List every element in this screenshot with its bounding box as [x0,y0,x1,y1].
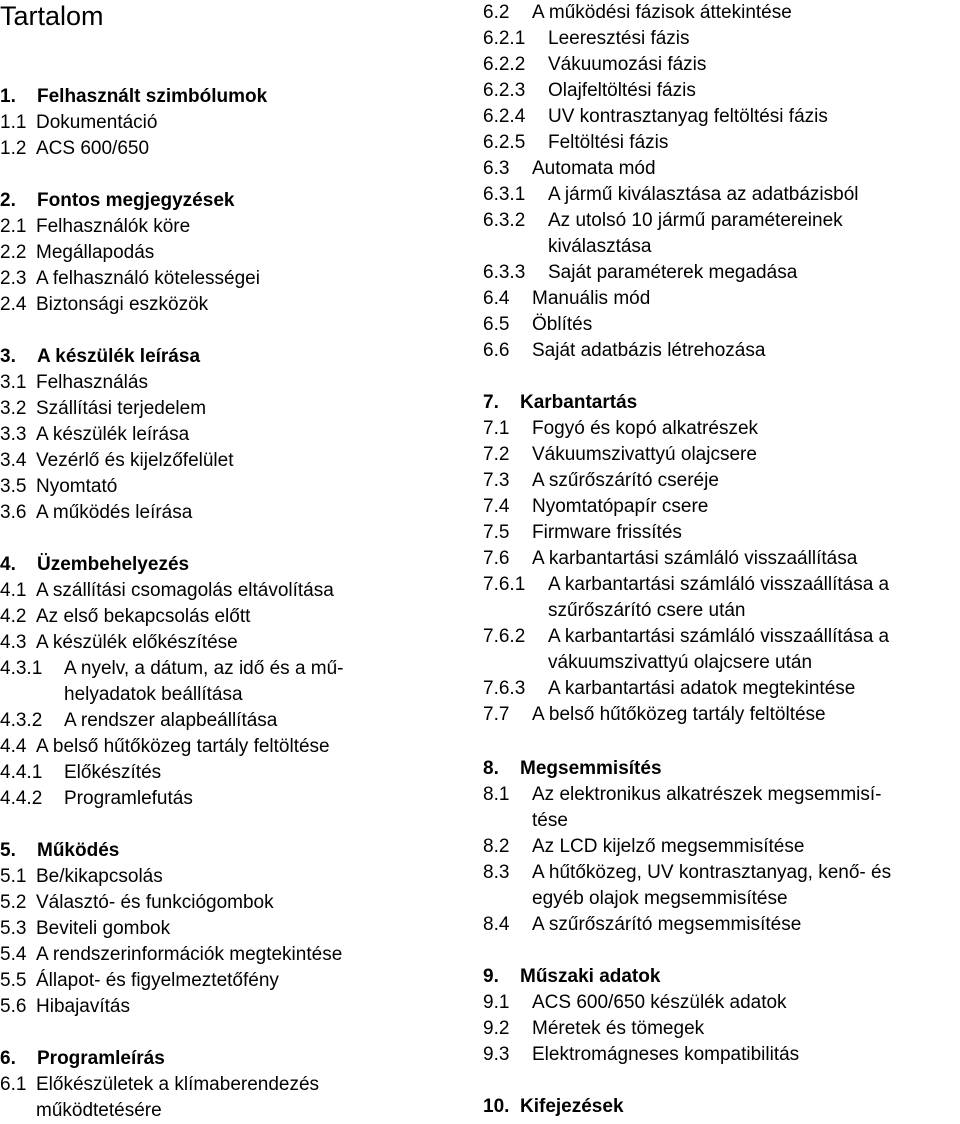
toc-entry-title: Megállapodás [36,242,155,263]
toc-entry[interactable] [483,286,650,312]
toc-entry[interactable] [483,26,690,52]
toc-entry[interactable] [483,208,843,234]
toc-entry[interactable] [483,494,708,520]
toc-entry-number: 3. [0,346,16,367]
toc-entry-number: 3.3 [0,424,27,445]
toc-entry[interactable] [0,1046,165,1072]
toc-entry[interactable] [0,110,157,136]
toc-entry-number: 2.3 [0,268,27,289]
toc-entry-number: 6.5 [483,314,510,335]
toc-entry[interactable] [483,782,882,808]
toc-entry[interactable] [483,756,662,782]
toc-entry[interactable] [0,786,193,812]
toc-entry-number: 7.6.1 [483,574,526,595]
toc-entry[interactable] [0,864,163,890]
toc-entry-number: 3.4 [0,450,27,471]
toc-entry[interactable] [483,676,855,702]
toc-entry[interactable] [0,188,234,214]
toc-entry-title: A rendszer alapbeállítása [64,710,278,731]
toc-entry[interactable] [0,968,279,994]
toc-entry-title: Fogyó és kopó alkatrészek [532,418,759,439]
toc-entry-title: Saját adatbázis létrehozása [532,340,766,361]
toc-entry-number: 1. [0,86,16,107]
toc-entry-title: Szállítási terjedelem [36,398,207,419]
toc-entry-title: A szűrőszárító cseréje [532,470,719,491]
toc-entry-number: 4.4.1 [0,762,43,783]
toc-entry-number: 6.2.5 [483,132,526,153]
toc-entry[interactable] [483,572,889,598]
toc-entry-title: Saját paraméterek megadása [548,262,798,283]
toc-entry-number: 1.1 [0,112,27,133]
toc-entry-title-continuation: tése [532,810,568,831]
toc-entry-number: 4.4 [0,736,27,757]
toc-entry[interactable] [0,916,170,942]
toc-entry-number: 7. [483,392,499,413]
toc-entry-title: Felhasználók köre [36,216,191,237]
toc-entry-number: 7.7 [483,704,510,725]
toc-entry-title-continuation: kiválasztása [548,236,652,257]
toc-entry-number: 2.2 [0,242,27,263]
toc-entry[interactable] [0,994,130,1020]
toc-entry-title: Nyomtató [36,476,118,497]
toc-entry[interactable] [0,942,342,968]
toc-entry-title-continuation: vákuumszivattyú olajcsere után [548,652,813,673]
toc-entry-title: Előkészítés [64,762,162,783]
toc-entry[interactable] [0,136,149,162]
toc-entry-title: Üzembehelyezés [37,554,190,575]
toc-entry-number: 8.4 [483,914,510,935]
toc-entry-title: A hűtőközeg, UV kontrasztanyag, kenő- és [532,862,892,883]
toc-entry-title: Leeresztési fázis [548,28,690,49]
toc-entry-title: Öblítés [532,314,593,335]
toc-entry-number: 6.1 [0,1074,27,1095]
toc-entry[interactable] [483,312,592,338]
toc-entry[interactable] [483,156,656,182]
toc-entry-title-continuation: egyéb olajok megsemmisítése [532,888,788,909]
toc-entry-number: 5.5 [0,970,27,991]
toc-entry[interactable] [483,468,719,494]
toc-entry-number: 2.1 [0,216,27,237]
toc-entry-title: Hibajavítás [36,996,130,1017]
toc-entry-number: 4.3.2 [0,710,43,731]
toc-entry-title: Felhasználás [36,372,148,393]
toc-entry-number: 5.1 [0,866,27,887]
toc-entry-title: A működési fázisok áttekintése [532,2,792,23]
toc-entry-title: A felhasználó kötelességei [36,268,260,289]
toc-entry-title: Kifejezések [520,1096,624,1117]
toc-entry[interactable] [483,834,804,860]
toc-entry-title: A karbantartási számláló visszaállítása [532,548,858,569]
toc-entry-title: A készülék előkészítése [36,632,238,653]
toc-entry-title: Vákuumszivattyú olajcsere [532,444,757,465]
toc-entry[interactable] [0,604,250,630]
toc-entry[interactable] [483,52,706,78]
toc-entry-title: A jármű kiválasztása az adatbázisból [548,184,859,205]
toc-entry[interactable] [483,860,891,886]
toc-entry-title: A szállítási csomagolás eltávolítása [36,580,334,601]
toc-entry-number: 4.3.1 [0,658,43,679]
toc-entry[interactable] [0,760,161,786]
toc-entry[interactable] [483,338,765,364]
toc-entry[interactable] [483,104,828,130]
toc-entry-number: 7.6.3 [483,678,526,699]
toc-entry-title: Elektromágneses kompatibilitás [532,1044,800,1065]
toc-entry-number: 6. [0,1048,16,1069]
toc-entry-number: 6.2.4 [483,106,526,127]
toc-entry[interactable] [0,370,148,396]
toc-entry-number: 6.6 [483,340,510,361]
toc-entry[interactable] [0,500,192,526]
toc-entry-number: 6.3.2 [483,210,526,231]
toc-entry-number: 8.2 [483,836,510,857]
toc-entry-number: 3.5 [0,476,27,497]
toc-entry-number: 3.1 [0,372,27,393]
toc-entry-title: A nyelv, a dátum, az idő és a mű- [64,658,344,679]
toc-entry[interactable] [0,344,200,370]
toc-entry-number: 7.6.2 [483,626,526,647]
toc-entry-title: Feltöltési fázis [548,132,669,153]
toc-entry[interactable] [483,964,660,990]
toc-entry-number: 6.4 [483,288,510,309]
toc-entry-title: A belső hűtőközeg tartály feltöltése [532,704,826,725]
toc-entry-number: 4.1 [0,580,27,601]
toc-entry-number: 4. [0,554,16,575]
toc-entry[interactable] [483,78,696,104]
toc-entry-number: 8.1 [483,784,510,805]
toc-entry-title: Állapot- és figyelmeztetőfény [36,970,279,991]
toc-entry-number: 6.3.1 [483,184,526,205]
toc-entry-title: A rendszerinformációk megtekintése [36,944,343,965]
toc-entry[interactable] [483,546,857,572]
toc-entry-number: 6.3 [483,158,510,179]
toc-entry-number: 5.3 [0,918,27,939]
toc-entry-title: Programlefutás [64,788,193,809]
toc-entry-number: 7.5 [483,522,510,543]
toc-entry-number: 1.2 [0,138,27,159]
toc-entry-number: 9. [483,966,499,987]
toc-entry[interactable] [483,130,668,156]
toc-entry[interactable] [0,448,234,474]
toc-entry-number: 4.3 [0,632,27,653]
toc-entry-number: 5.2 [0,892,27,913]
toc-entry-title: Választó- és funkciógombok [36,892,274,913]
toc-entry-number: 2. [0,190,16,211]
toc-entry-title: Előkészületek a klímaberendezés [36,1074,320,1095]
toc-entry-title: A készülék leírása [36,424,190,445]
toc-entry-number: 8. [483,758,499,779]
toc-entry-title: Programleírás [37,1048,165,1069]
toc-entry[interactable] [483,520,682,546]
toc-entry-title-continuation: helyadatok beállítása [64,684,243,705]
toc-entry[interactable] [483,0,792,26]
toc-entry-number: 3.2 [0,398,27,419]
toc-entry-number: 2.4 [0,294,27,315]
toc-entry[interactable] [0,838,119,864]
toc-entry-number: 6.2.1 [483,28,526,49]
toc-entry[interactable] [0,84,267,110]
toc-entry-title: Biztonsági eszközök [36,294,209,315]
toc-entry[interactable] [483,990,787,1016]
toc-entry-title: A szűrőszárító megsemmisítése [532,914,802,935]
toc-entry[interactable] [483,182,859,208]
toc-entry[interactable] [483,260,797,286]
toc-entry-title: ACS 600/650 [36,138,150,159]
toc-entry-number: 5.6 [0,996,27,1017]
toc-entry[interactable] [0,266,260,292]
toc-entry-title: A belső hűtőközeg tartály feltöltése [36,736,330,757]
toc-entry[interactable] [483,390,637,416]
toc-entry[interactable] [0,630,238,656]
toc-entry-title: A karbantartási adatok megtekintése [548,678,856,699]
toc-entry-title-continuation: működtetésére [36,1100,162,1121]
toc-entry-title: Manuális mód [532,288,651,309]
toc-entry-title: A készülék leírása [37,346,201,367]
toc-entry[interactable] [483,1042,799,1068]
toc-entry-title: Automata mód [532,158,656,179]
toc-entry-number: 9.3 [483,1044,510,1065]
toc-entry-title: Méretek és tömegek [532,1018,705,1039]
toc-entry-title: Műszaki adatok [520,966,661,987]
toc-entry-number: 9.2 [483,1018,510,1039]
toc-entry-title: Működés [37,840,120,861]
toc-entry-title: Vezérlő és kijelzőfelület [36,450,234,471]
toc-entry[interactable] [0,240,154,266]
toc-entry-number: 5.4 [0,944,27,965]
toc-entry-number: 7.1 [483,418,510,439]
toc-entry[interactable] [0,552,189,578]
toc-entry-title: Be/kikapcsolás [36,866,163,887]
toc-entry[interactable] [483,702,826,728]
toc-entry-title: Nyomtatópapír csere [532,496,709,517]
toc-entry-title: Firmware frissítés [532,522,682,543]
toc-entry[interactable] [0,422,189,448]
toc-entry-title: UV kontrasztanyag feltöltési fázis [548,106,828,127]
toc-entry-number: 4.4.2 [0,788,43,809]
toc-entry[interactable] [483,1094,624,1120]
toc-entry-number: 6.2 [483,2,510,23]
toc-entry-number: 7.3 [483,470,510,491]
toc-entry[interactable] [0,734,330,760]
toc-entry-number: 7.4 [483,496,510,517]
toc-entry-title: Olajfeltöltési fázis [548,80,696,101]
toc-entry-title: Az első bekapcsolás előtt [36,606,251,627]
toc-entry[interactable] [483,624,889,650]
toc-entry[interactable] [483,442,757,468]
toc-entry[interactable] [0,474,117,500]
page-title: Tartalom [0,1,104,31]
toc-entry-title: A működés leírása [36,502,193,523]
toc-entry-title: Az elektronikus alkatrészek megsemmisí- [532,784,882,805]
toc-entry[interactable] [483,1016,704,1042]
toc-entry-title: Beviteli gombok [36,918,171,939]
toc-entry[interactable] [0,292,208,318]
toc-entry-number: 4.2 [0,606,27,627]
toc-entry-number: 10. [483,1096,510,1117]
toc-entry-number: 6.2.3 [483,80,526,101]
toc-entry-title: Megsemmisítés [520,758,662,779]
toc-entry-title: Az LCD kijelző megsemmisítése [532,836,805,857]
toc-entry-number: 8.3 [483,862,510,883]
toc-entry-title: Az utolsó 10 jármű paramétereinek [548,210,843,231]
toc-entry-number: 7.2 [483,444,510,465]
toc-entry[interactable] [0,708,277,734]
toc-entry-title: Dokumentáció [36,112,158,133]
toc-entry[interactable] [0,656,344,682]
toc-entry-number: 6.2.2 [483,54,526,75]
toc-entry-title: A karbantartási számláló visszaállítása a [548,626,890,647]
toc-entry-title: Karbantartás [520,392,638,413]
toc-entry-title: A karbantartási számláló visszaállítása a [548,574,890,595]
toc-entry-number: 6.3.3 [483,262,526,283]
toc-entry[interactable] [0,214,190,240]
toc-entry-title: Fontos megjegyzések [37,190,235,211]
toc-entry[interactable] [483,416,758,442]
toc-entry-number: 3.6 [0,502,27,523]
toc-entry-title: ACS 600/650 készülék adatok [532,992,787,1013]
toc-entry[interactable] [483,912,801,938]
toc-entry-number: 9.1 [483,992,510,1013]
toc-entry-title: Vákuumozási fázis [548,54,707,75]
toc-entry-number: 5. [0,840,16,861]
toc-entry[interactable] [0,1072,319,1098]
toc-entry[interactable] [0,578,334,604]
toc-entry-title-continuation: szűrőszárító csere után [548,600,746,621]
toc-entry-title: Felhasznált szimbólumok [37,86,268,107]
toc-entry[interactable] [0,396,206,422]
toc-entry-number: 7.6 [483,548,510,569]
toc-entry[interactable] [0,890,274,916]
